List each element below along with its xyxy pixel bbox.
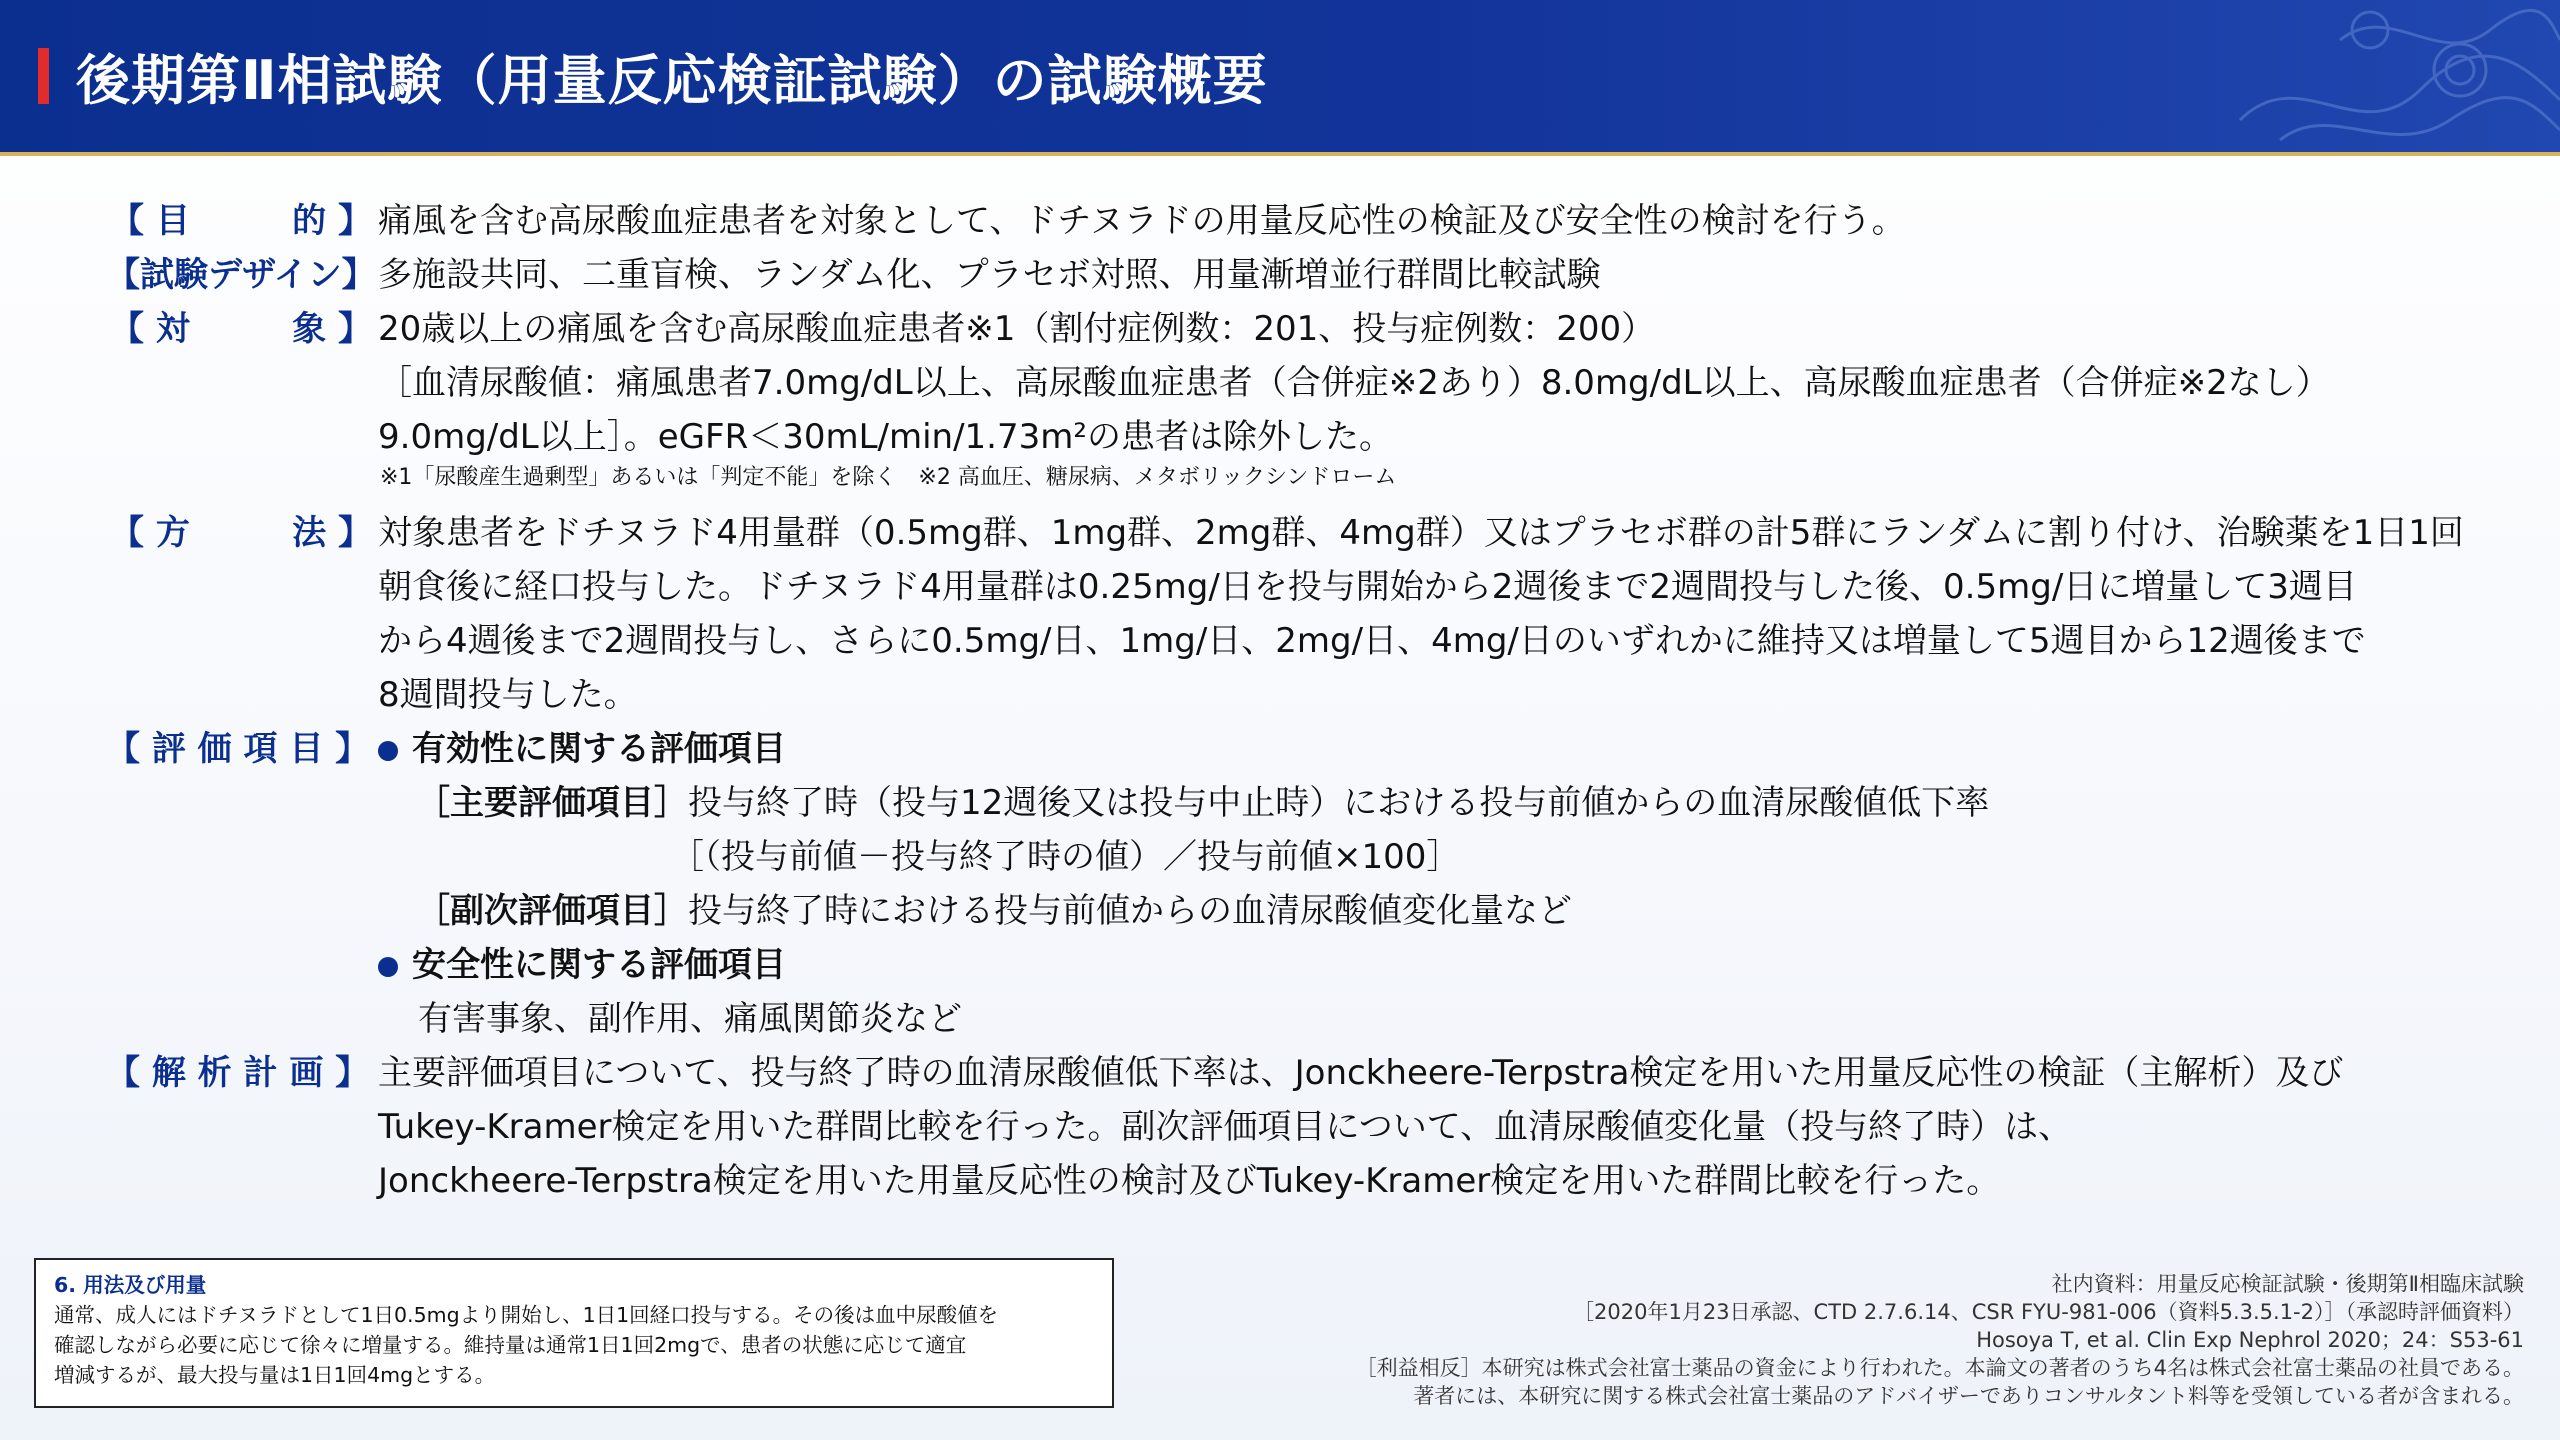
design-text: 多施設共同、二重盲検、ランダム化、プラセボ対照、用量漸増並行群間比較試験 (378, 255, 1601, 295)
page-title: 後期第Ⅱ相試験（用量反応検証試験）の試験概要 (76, 49, 1268, 112)
analysis-label: 【 解 析 計 画 】 (106, 1053, 370, 1093)
design-label: 【試験デザイン】 (106, 255, 376, 295)
references (1356, 1270, 2524, 1410)
purpose-label: 【 目 的 】 (110, 201, 372, 241)
method-line-4: 8週間投与した。 (378, 675, 638, 715)
endpoints-label: 【 評 価 項 目 】 (106, 729, 370, 769)
primary-endpoint-label: ［主要評価項目］ (416, 783, 688, 823)
usage-line-2: 確認しながら必要に応じて徐々に増量する。維持量は通常1日1回2mgで、患者の状態に応じて適宜 (54, 1333, 967, 1357)
header-accent-bar (38, 48, 49, 104)
reference-line: 著者には、本研究に関する株式会社富士薬品のアドバイザーでありコンサルタント料等を受領している者が含まれる。 (1413, 1384, 2524, 1408)
reference-line: 社内資料：用量反応検証試験・後期第Ⅱ相臨床試験 (2051, 1272, 2524, 1296)
primary-endpoint-formula: ［（投与前値－投与終了時の値）／投与前値×100］ (670, 837, 1461, 877)
analysis-line-2: Tukey-Kramer検定を用いた群間比較を行った。副次評価項目について、血清尿酸値変化量（投与終了時）は、 (378, 1107, 2073, 1147)
purpose-text: 痛風を含む高尿酸血症患者を対象として、ドチヌラドの用量反応性の検証及び安全性の検討を行う。 (378, 201, 1906, 241)
usage-line-3: 増減するが、最大投与量は1日1回4mgとする。 (54, 1363, 496, 1387)
bullet-dot-icon (378, 741, 398, 761)
analysis-line-3: Jonckheere-Terpstra検定を用いた用量反応性の検討及びTukey-Kramer検定を用いた群間比較を行った。 (378, 1161, 2001, 1201)
usage-line-1: 通常、成人にはドチヌラドとして1日0.5mgより開始し、1日1回経口投与する。その後は血中尿酸値を (54, 1303, 999, 1327)
wave-decoration-icon (2220, 0, 2560, 152)
subjects-line-2: ［血清尿酸値：痛風患者7.0mg/dL以上、高尿酸血症患者（合併症※2あり）8.0mg/dL以上、高尿酸血症患者（合併症※2なし） (378, 363, 2330, 403)
subjects-label: 【 対 象 】 (110, 309, 372, 349)
subjects-line-1: 20歳以上の痛風を含む高尿酸血症患者※1（割付症例数：201、投与症例数：200） (378, 309, 1656, 349)
efficacy-heading: 有効性に関する評価項目 (378, 722, 786, 776)
bullet-dot-icon (378, 957, 398, 977)
header-bar (0, 0, 2560, 156)
secondary-endpoint-text: 投与終了時における投与前値からの血清尿酸値変化量など (688, 891, 1572, 931)
method-line-1: 対象患者をドチヌラド4用量群（0.5mg群、1mg群、2mg群、4mg群）又はプラセボ群の計5群にランダムに割り付け、治験薬を1日1回 (378, 513, 2464, 553)
subjects-line-3: 9.0mg/dL以上］。eGFR＜30mL/min/1.73m²の患者は除外した。 (378, 417, 1394, 457)
usage-dosage-box (34, 1258, 1114, 1408)
analysis-line-1: 主要評価項目について、投与終了時の血清尿酸値低下率は、Jonckheere-Terpstra検定を用いた用量反応性の検証（主解析）及び (378, 1053, 2344, 1093)
method-line-3: から4週後まで2週間投与し、さらに0.5mg/日、1mg/日、2mg/日、4mg/日のいずれかに維持又は増量して5週目から12週後まで (378, 621, 2366, 661)
safety-heading: 安全性に関する評価項目 (378, 938, 786, 992)
subjects-footnote: ※1「尿酸産生過剰型」あるいは「判定不能」を除く ※2 高血圧、糖尿病、メタボリックシンドローム (380, 465, 1397, 490)
secondary-endpoint-label: ［副次評価項目］ (416, 891, 688, 931)
reference-line: ［2020年1月23日承認、CTD 2.7.6.14、CSR FYU-981-006（資料5.3.5.1-2）］（承認時評価資料） (1573, 1300, 2524, 1324)
method-label: 【 方 法 】 (110, 513, 372, 553)
primary-endpoint-text: 投与終了時（投与12週後又は投与中止時）における投与前値からの血清尿酸値低下率 (688, 783, 1990, 823)
primary-endpoint (416, 776, 1989, 830)
secondary-endpoint (416, 884, 1572, 938)
safety-text: 有害事象、副作用、痛風関節炎など (418, 999, 962, 1039)
usage-title: 6. 用法及び用量 (54, 1273, 207, 1297)
reference-line: Hosoya T, et al. Clin Exp Nephrol 2020；24：S53-61 (1976, 1328, 2524, 1352)
method-line-2: 朝食後に経口投与した。ドチヌラド4用量群は0.25mg/日を投与開始から2週後まで2週間投与した後、0.5mg/日に増量して3週目 (378, 567, 2357, 607)
reference-line: ［利益相反］本研究は株式会社富士薬品の資金により行われた。本論文の著者のうち4名は株式会社富士薬品の社員である。 (1355, 1356, 2524, 1380)
